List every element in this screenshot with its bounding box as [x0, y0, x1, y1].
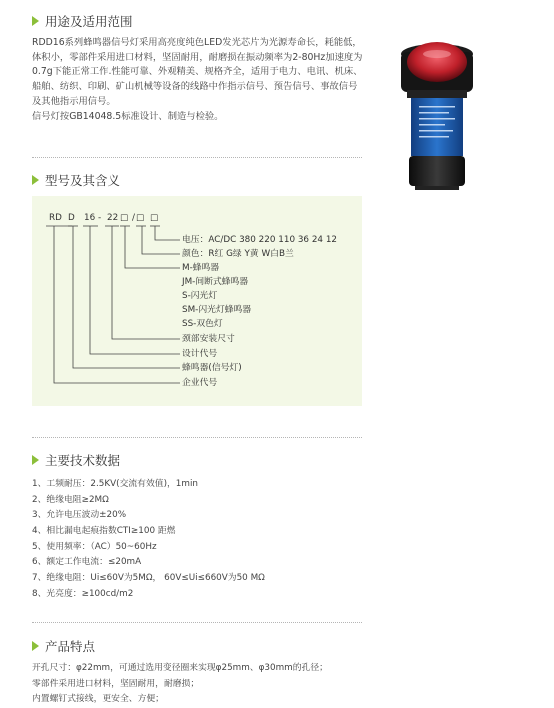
- code-part-22: 22: [107, 213, 119, 223]
- section-title-text: 用途及适用范围: [45, 14, 133, 29]
- label-neck-size: 颈部安装尺寸: [182, 334, 235, 344]
- paragraph-line: RDD16系列蜂鸣器信号灯采用高亮度纯色LED发光芯片为光源寿命长，耗能低，: [32, 37, 362, 48]
- triangle-bullet-icon: [32, 455, 39, 465]
- code-slash: /: [132, 213, 135, 223]
- section-title-text: 产品特点: [45, 639, 96, 654]
- spec-item: 8、光亮度：≥100cd/m2: [32, 588, 134, 599]
- section-title-text: 型号及其含义: [45, 173, 121, 188]
- code-part-16: 16: [84, 213, 96, 223]
- spec-item: 7、绝缘电阻：Ui≤60V为5MΩ， 60V≤Ui≤660V为50 MΩ: [32, 573, 265, 584]
- label-dual-color: SS-双色灯: [182, 319, 223, 329]
- feature-list: [32, 661, 328, 708]
- triangle-bullet-icon: [32, 641, 39, 651]
- spec-item: 1、工频耐压：2.5KV(交流有效值)，1min: [32, 479, 198, 489]
- section-title-usage: [32, 12, 133, 30]
- label-flash-buzzer: SM-闪光灯蜂鸣器: [182, 305, 252, 315]
- feature-item: 开孔尺寸：φ22mm，可通过选用变径圈来实现φ25mm、φ30mm的孔径；: [32, 663, 328, 673]
- label-color: 颜色：R红 G绿 Y黄 W白B兰: [182, 249, 294, 259]
- section-divider: [32, 622, 362, 623]
- label-intermittent-buzzer: JM-间断式蜂鸣器: [182, 277, 249, 287]
- section-title-model: [32, 171, 120, 189]
- section-title-text: 主要技术数据: [45, 453, 121, 468]
- spec-item: 3、允许电压波动±20%: [32, 510, 127, 521]
- spec-item: 6、额定工作电流：≤20mA: [32, 557, 142, 568]
- label-buzzer: M-蜂鸣器: [182, 263, 220, 273]
- spec-item: 4、相比漏电起痕指数CTI≥100 距燃: [32, 526, 176, 537]
- spec-list: [32, 477, 265, 603]
- spec-item: 5、使用频率：（AC）50~60Hz: [32, 541, 157, 552]
- label-design-code: 设计代号: [182, 349, 218, 359]
- feature-item: 零部件采用进口材料，坚固耐用，耐磨损；: [32, 678, 200, 689]
- usage-paragraph: [32, 36, 367, 124]
- product-image: [397, 40, 477, 192]
- code-box-3: □: [150, 213, 159, 223]
- section-divider: [32, 437, 362, 438]
- label-flash: S-闪光灯: [182, 291, 218, 301]
- paragraph-line: 体积小，零部件采用进口材料，坚固耐用，耐磨损在振动频率为2-80Hz加速度为: [32, 51, 363, 63]
- label-voltage: 电压：AC/DC 380 220 110 36 24 12: [182, 235, 338, 245]
- code-box-2: □: [136, 213, 145, 223]
- triangle-bullet-icon: [32, 16, 39, 26]
- spec-item: 2、绝缘电阻≥2MΩ: [32, 494, 109, 505]
- model-code-diagram: [32, 196, 362, 406]
- section-title-features: [32, 637, 95, 655]
- label-enterprise-code: 企业代号: [182, 378, 218, 388]
- paragraph-line: 及其他指示用信号。: [32, 95, 116, 107]
- triangle-bullet-icon: [32, 175, 39, 185]
- code-part-rd: RD: [49, 213, 62, 223]
- section-divider: [32, 157, 362, 158]
- label-buzzer-signal: 蜂鸣器(信号灯): [182, 363, 242, 373]
- paragraph-line: 船舶、纺织、印刷、矿山机械等设备的线路中作指示信号、预告信号、事故信号: [32, 81, 358, 93]
- section-title-specs: [32, 451, 120, 469]
- code-dash: -: [98, 213, 102, 223]
- code-box-1: □: [120, 213, 129, 223]
- code-part-d: D: [68, 213, 75, 223]
- paragraph-line: 0.7g下能正常工作.性能可靠、外观精美、规格齐全，适用于电力、电讯、机床、: [32, 66, 363, 78]
- feature-item: 内置螺钉式接线，更安全、方便；: [32, 694, 164, 705]
- paragraph-line: 信号灯按GB14048.5标准设计、制造与检验。: [32, 110, 224, 122]
